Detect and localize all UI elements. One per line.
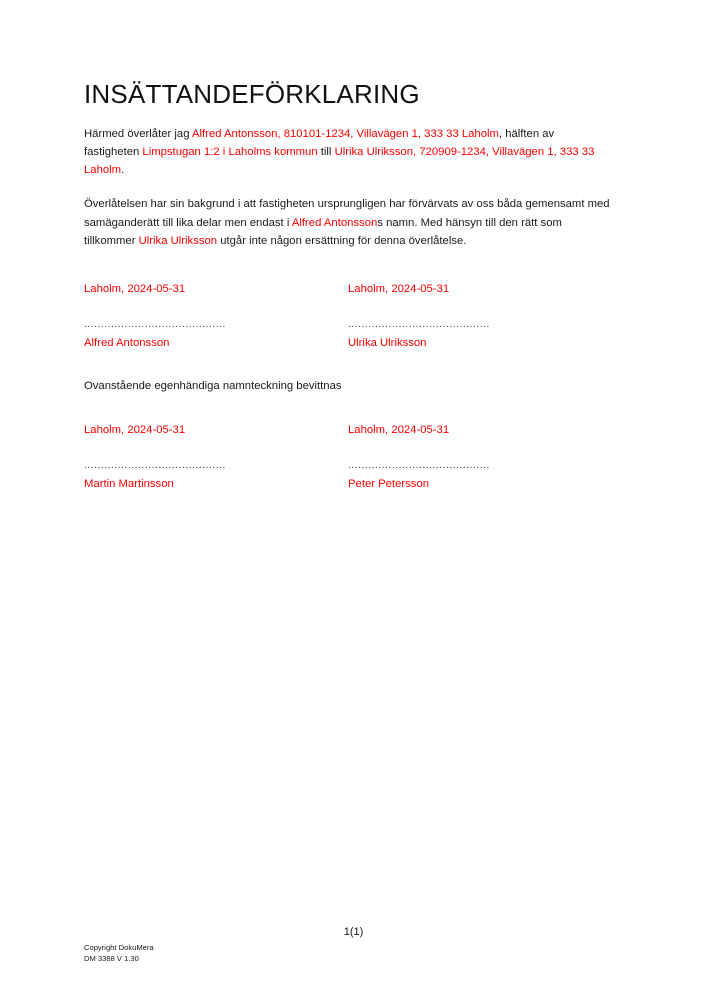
signature-line-transferee: .......................................... <box>348 320 490 331</box>
signature-line-witness-2: .......................................... <box>348 460 490 471</box>
footer-doc-code: DM 3388 V 1.30 <box>84 954 139 963</box>
witness-note: Ovanstående egenhändiga namnteckning bevittnas <box>84 379 342 392</box>
place-date-transferor: Laholm, 2024-05-31 <box>84 283 186 296</box>
transferor-details: Alfred Antonsson, 810101-1234, Villavägen 1, 333 33 Laholm <box>192 127 499 140</box>
signature-line-transferor: .......................................... <box>84 320 226 331</box>
background-owner-name: Alfred Antonsson <box>291 216 378 229</box>
paragraph-transfer-text-1: Härmed överlåter jag <box>84 127 192 140</box>
page-title: INSÄTTANDEFÖRKLARING <box>84 79 420 109</box>
paragraph-transfer-text-2: , hälften av fastigheten <box>84 127 555 158</box>
paragraph-transfer-text-3: till <box>317 145 335 158</box>
signature-block-parties <box>84 280 612 352</box>
signature-col-right-2-line <box>348 439 612 493</box>
signature-col-right-1-line <box>348 298 612 352</box>
place-date-witness-2: Laholm, 2024-05-31 <box>348 423 450 436</box>
signature-name-witness-2: Peter Petersson <box>348 477 430 490</box>
property-designation: Limpstugan 1:2 i Laholms kommun <box>142 145 318 158</box>
place-date-witness-1: Laholm, 2024-05-31 <box>84 423 186 436</box>
paragraph-background-text-1: Överlåtelsen har sin bakgrund i att fastigheten ursprungligen har förvärvats av oss båda gemensamt med samäganderätt till lika delar men endast i <box>84 198 610 229</box>
signature-col-right-1 <box>348 280 612 298</box>
paragraph-background-text-3: utgår inte någon ersättning för denna överlåtelse. <box>217 235 467 248</box>
signature-name-transferor: Alfred Antonsson <box>84 337 170 350</box>
document-footer <box>84 942 612 964</box>
signature-col-left-1 <box>84 280 348 298</box>
signature-place-row-1 <box>84 280 612 298</box>
page-number: 1(1) <box>343 926 364 938</box>
signature-line-witness-1: .......................................... <box>84 460 226 471</box>
signature-name-transferee: Ulrika Ulriksson <box>348 337 427 350</box>
signature-col-right-2 <box>348 421 612 439</box>
signature-line-row-2 <box>84 439 612 493</box>
footer-copyright: Copyright DokuMera <box>84 943 154 952</box>
paragraph-transfer <box>84 125 612 180</box>
signature-line-row-1 <box>84 298 612 352</box>
paragraph-background <box>84 195 612 250</box>
signature-col-left-2 <box>84 421 348 439</box>
transferee-details: Ulrika Ulriksson, 720909-1234, Villavägen 1, 333 33 Laholm <box>84 145 595 177</box>
paragraph-background-text-2: s namn. Med hänsyn till den rätt som tillkommer <box>84 216 562 248</box>
signature-col-left-2-line <box>84 439 348 493</box>
signature-place-row-2 <box>84 421 612 439</box>
signature-block-witnesses <box>84 421 612 493</box>
background-beneficiary-name: Ulrika Ulriksson <box>138 235 218 248</box>
document-content <box>84 80 612 493</box>
place-date-transferee: Laholm, 2024-05-31 <box>348 283 450 296</box>
signature-name-witness-1: Martin Martinsson <box>84 477 174 490</box>
signature-col-left-1-line <box>84 298 348 352</box>
paragraph-transfer-text-4: . <box>121 164 125 177</box>
